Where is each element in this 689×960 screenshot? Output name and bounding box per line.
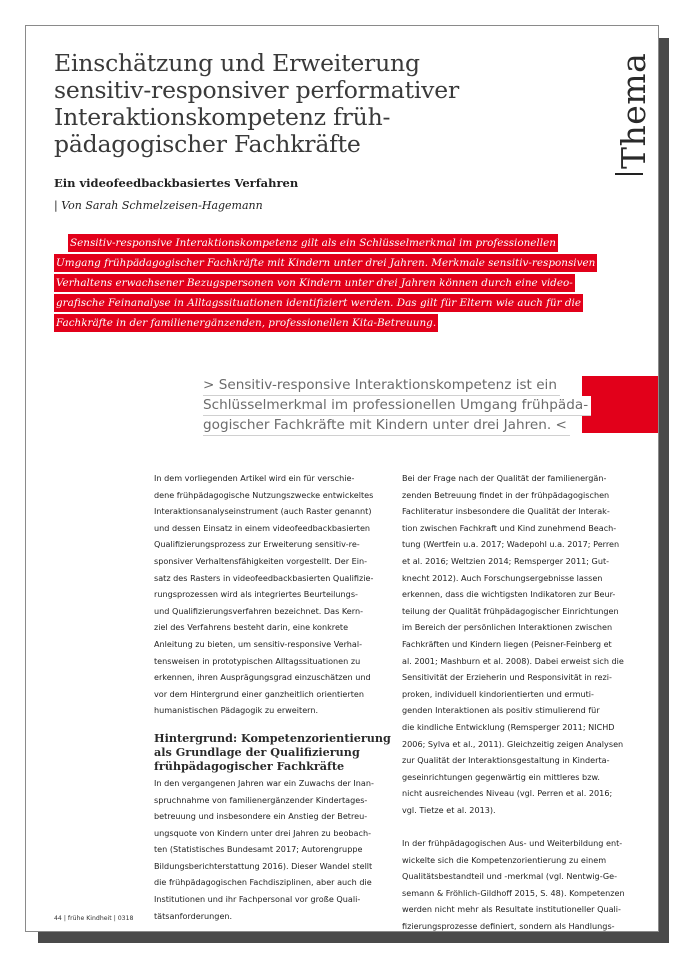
text-line: humanistischen Pädagogik zu erweitern. bbox=[154, 705, 319, 716]
lead-line: Sensitiv-responsive Interaktionskompetenz gilt als ein Schlüsselmerkmal im professionellen bbox=[68, 234, 558, 252]
text-line: Bildungsberichterstattung 2016). Dieser Wandel stellt bbox=[154, 860, 373, 871]
text-line: tung (Wertfein u.a. 2017; Wadepohl u.a. 2017; Perren bbox=[402, 539, 620, 550]
section-label bbox=[609, 35, 653, 185]
text-line: vor dem Hintergrund einer ganzheitlich orientierten bbox=[154, 688, 364, 699]
text-line: werden nicht mehr als Resultate institutioneller Quali- bbox=[402, 904, 621, 915]
pull-quote bbox=[203, 376, 623, 436]
text-line: Interaktionsanalyseinstrument (auch Raster genannt) bbox=[154, 506, 372, 517]
text-line: In der frühpädagogischen Aus- und Weiterbildung ent- bbox=[402, 838, 623, 849]
pull-quote-line: > Sensitiv-responsive Interaktionskompetenz ist ein bbox=[203, 376, 560, 396]
left-column bbox=[154, 470, 390, 924]
text-line: tätsanforderungen. bbox=[154, 910, 233, 921]
text-line: Anleitung zu bieten, um sensitiv-responsive Verhal- bbox=[154, 638, 363, 649]
title-line: sensitiv-responsiver performativer bbox=[54, 76, 459, 104]
article-byline: | Von Sarah Schmelzeisen-Hagemann bbox=[54, 199, 263, 212]
text-line: geseinrichtungen gegenwärtig ein mittleres bzw. bbox=[402, 771, 600, 782]
lead-line: Verhaltens erwachsener Bezugspersonen von Kindern unter drei Jahren können durch eine video- bbox=[54, 274, 575, 292]
text-line: Fachliteratur insbesondere die Qualität der Interak- bbox=[402, 506, 610, 517]
body-paragraph bbox=[154, 775, 390, 924]
body-paragraph bbox=[402, 470, 638, 818]
text-line: Bei der Frage nach der Qualität der familienergän- bbox=[402, 473, 607, 483]
text-line: In dem vorliegenden Artikel wird ein für verschie- bbox=[154, 473, 355, 483]
text-line: In den vergangenen Jahren war ein Zuwachs der Inan- bbox=[154, 777, 374, 788]
heading-line: als Grundlage der Qualifizierung bbox=[154, 744, 360, 759]
text-line: al. 2001; Mashburn et al. 2008). Dabei erweist sich die bbox=[402, 655, 624, 666]
text-line: Qualitätsbestandteil und -merkmal (vgl. Nentwig-Ge- bbox=[402, 871, 618, 882]
text-line: dene frühpädagogische Nutzungszwecke entwickeltes bbox=[154, 489, 374, 500]
text-line: vgl. Tietze et al. 2013). bbox=[402, 804, 496, 815]
text-line: 2006; Sylva et al., 2011). Gleichzeitig zeigen Analysen bbox=[402, 738, 624, 749]
text-line: zenden Betreuung findet in der frühpädagogischen bbox=[402, 489, 610, 500]
text-line: im Bereich der persönlichen Interaktionen zwischen bbox=[402, 622, 613, 633]
text-line: wickelte sich die Kompetenzorientierung zu einem bbox=[402, 854, 607, 865]
pull-quote-line: gogischer Fachkräfte mit Kindern unter drei Jahren. < bbox=[203, 416, 570, 436]
lead-paragraph bbox=[54, 234, 634, 334]
text-line: proken, individuell kindorientierten und ermuti- bbox=[402, 688, 594, 699]
text-line: betreuung und insbesondere ein Anstieg der Betreu- bbox=[154, 811, 368, 822]
text-line: ten (Statistisches Bundesamt 2017; Autorengruppe bbox=[154, 844, 363, 855]
text-line: semann & Fröhlich-Gildhoff 2015, S. 48). Kompetenzen bbox=[402, 887, 625, 898]
section-heading bbox=[154, 731, 390, 773]
text-line: nicht ausreichendes Niveau (vgl. Perren et al. 2016; bbox=[402, 788, 613, 799]
text-line: Fachkräften und Kindern liegen (Peisner-Feinberg et bbox=[402, 638, 612, 649]
text-line: rungsprozessen wird als integriertes Beurteilungs- bbox=[154, 589, 358, 600]
text-line: zur Qualität der Interaktionsgestaltung in Kinderta- bbox=[402, 755, 610, 766]
text-line: tion zwischen Fachkraft und Kind zunehmend Beach- bbox=[402, 522, 617, 533]
lead-line: Umgang frühpädagogischer Fachkräfte mit Kindern unter drei Jahren. Merkmale sensitiv-responsiven bbox=[54, 254, 597, 272]
text-line: Sensitivität der Erzieherin und Responsivität in rezi- bbox=[402, 672, 612, 683]
text-line: ziel des Verfahrens besteht darin, eine konkrete bbox=[154, 622, 349, 633]
right-column bbox=[402, 470, 638, 932]
text-line: tensweisen in prototypischen Alltagssituationen zu bbox=[154, 655, 361, 666]
text-line: ungsquote von Kindern unter drei Jahren zu beobach- bbox=[154, 827, 372, 838]
section-label-text: Thema bbox=[614, 52, 653, 169]
page-footer: 44 | frühe Kindheit | 0318 bbox=[54, 915, 134, 922]
text-line: die kindliche Entwicklung (Remsperger 2011; NICHD bbox=[402, 721, 615, 732]
article-subtitle: Ein videofeedbackbasiertes Verfahren bbox=[54, 176, 299, 190]
title-line: Interaktionskompetenz früh- bbox=[54, 103, 391, 131]
text-line: erkennen, dass die wichtigsten Indikatoren zur Beur- bbox=[402, 589, 616, 600]
text-line: Qualifizierungsprozess zur Erweiterung sensitiv-re- bbox=[154, 539, 360, 550]
text-line: und dessen Einsatz in einem videofeedbackbasierten bbox=[154, 522, 371, 533]
text-line: sponsiver Verhaltensfähigkeiten vorgestellt. Der Ein- bbox=[154, 555, 368, 566]
title-line: Einschätzung und Erweiterung bbox=[54, 49, 420, 77]
text-line: et al. 2016; Weltzien 2014; Remsperger 2011; Gut- bbox=[402, 555, 610, 566]
lead-line: Fachkräfte in der familienergänzenden, professionellen Kita-Betreuung. bbox=[54, 314, 438, 332]
text-line: fizierungsprozesse definiert, sondern als Handlungs- bbox=[402, 921, 615, 932]
heading-line: frühpädagogischer Fachkräfte bbox=[154, 758, 345, 773]
pull-quote-line: Schlüsselmerkmal im professionellen Umgang frühpäda- bbox=[203, 396, 591, 416]
text-line: teilung der Qualität frühpädagogischer Einrichtungen bbox=[402, 605, 619, 616]
section-label-bar bbox=[615, 173, 643, 175]
text-line: und Qualifizierungsverfahren bezeichnet. Das Kern- bbox=[154, 605, 364, 616]
magazine-page bbox=[25, 25, 659, 932]
text-line: spruchnahme von familienergänzender Kindertages- bbox=[154, 794, 368, 805]
article-title bbox=[54, 50, 594, 158]
text-line: erkennen, ihren Ausprägungsgrad einzuschätzen und bbox=[154, 672, 371, 683]
text-line: Institutionen und ihr Fachpersonal vor große Quali- bbox=[154, 894, 361, 905]
intro-paragraph bbox=[154, 470, 390, 719]
paragraph-gap bbox=[402, 818, 638, 835]
text-line: knecht 2012). Auch Forschungsergebnisse lassen bbox=[402, 572, 603, 583]
body-paragraph bbox=[402, 835, 638, 932]
text-line: satz des Rasters in videofeedbackbasierten Qualifizie- bbox=[154, 572, 374, 583]
text-line: genden Interaktionen als positiv stimulierend für bbox=[402, 705, 600, 716]
lead-line: grafische Feinanalyse in Alltagssituationen identifiziert werden. Das gilt für Eltern wie auch für die bbox=[54, 294, 583, 312]
title-line: pädagogischer Fachkräfte bbox=[54, 130, 361, 158]
heading-line: Hintergrund: Kompetenzorientierung bbox=[154, 730, 391, 745]
text-line: die frühpädagogischen Fachdisziplinen, aber auch die bbox=[154, 877, 372, 888]
